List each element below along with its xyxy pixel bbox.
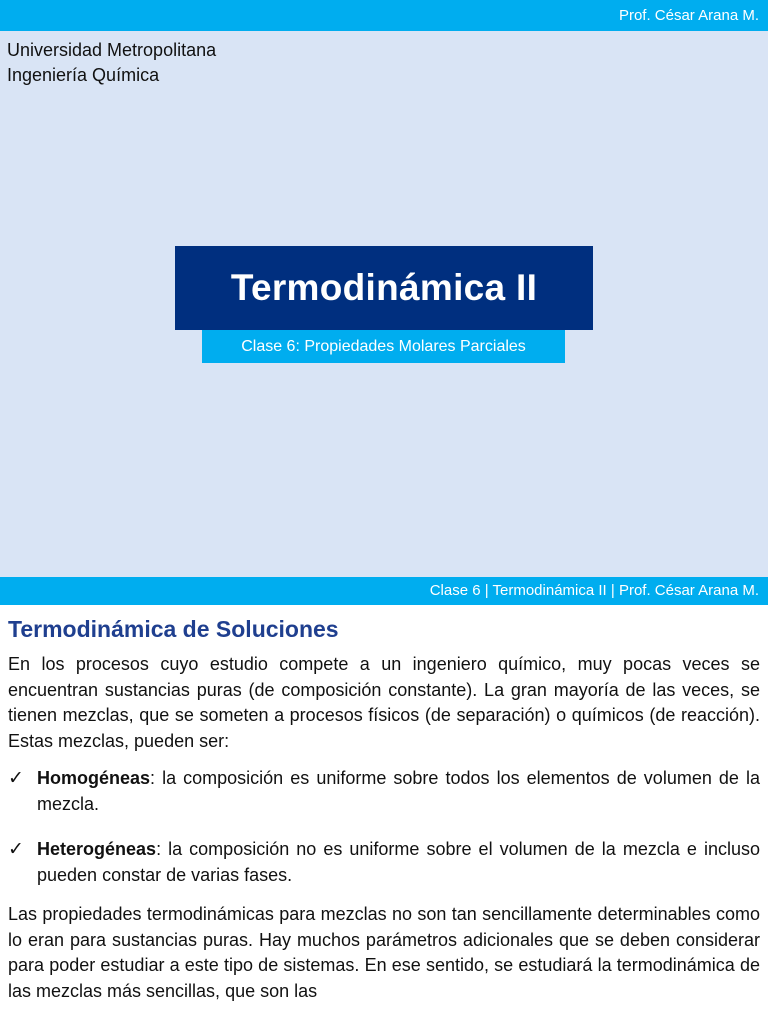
bullet-text: : la composición no es uniforme sobre el volumen de la mezcla e incluso pueden constar de varias fases. xyxy=(37,839,760,885)
section-heading: Termodinámica de Soluciones xyxy=(8,616,339,642)
author-label: Prof. César Arana M. xyxy=(618,7,759,24)
bullet-term: Heterogéneas xyxy=(37,839,157,859)
footer-text: Clase 6 | Termodinámica II | Prof. César Arana M. xyxy=(429,582,759,599)
checkmark-icon: ✓ xyxy=(8,768,24,789)
closing-paragraph: Las propiedades termodinámicas para mezclas no son tan sencillamente determinables como lo eran para sustancias puras. Hay muchos parámetros adicionales que se deben considerar para poder estudiar a este tipo de sistemas. En ese sentido, se estudiará la termodinámica de las mezclas más sencillas, que son las xyxy=(8,904,760,1001)
program-name: Ingeniería Química xyxy=(7,65,160,85)
title-box xyxy=(175,246,593,330)
intro-paragraph: En los procesos cuyo estudio compete a un ingeniero químico, muy pocas veces se encuentran sustancias puras (de composición constante). La gran mayoría de las veces, se tienen mezclas, que se someten a procesos físicos (de separación) o químicos (de reacción). Estas mezclas, pueden ser: xyxy=(8,654,760,751)
page-title: Termodinámica II xyxy=(230,267,538,308)
footer-bar xyxy=(0,577,768,605)
bullet-item-homogeneas xyxy=(8,766,760,817)
bullet-item-heterogeneas xyxy=(8,837,760,888)
university-name: Universidad Metropolitana xyxy=(7,40,217,60)
institution-block xyxy=(7,38,216,88)
page-subtitle: Clase 6: Propiedades Molares Parciales xyxy=(241,337,526,355)
bullet-text: : la composición es uniforme sobre todos los elementos de volumen de la mezcla. xyxy=(37,768,760,814)
content-section xyxy=(8,612,760,1004)
checkmark-icon: ✓ xyxy=(8,839,24,860)
subtitle-box xyxy=(202,330,565,363)
top-bar xyxy=(0,0,768,31)
bullet-term: Homogéneas xyxy=(37,768,151,788)
